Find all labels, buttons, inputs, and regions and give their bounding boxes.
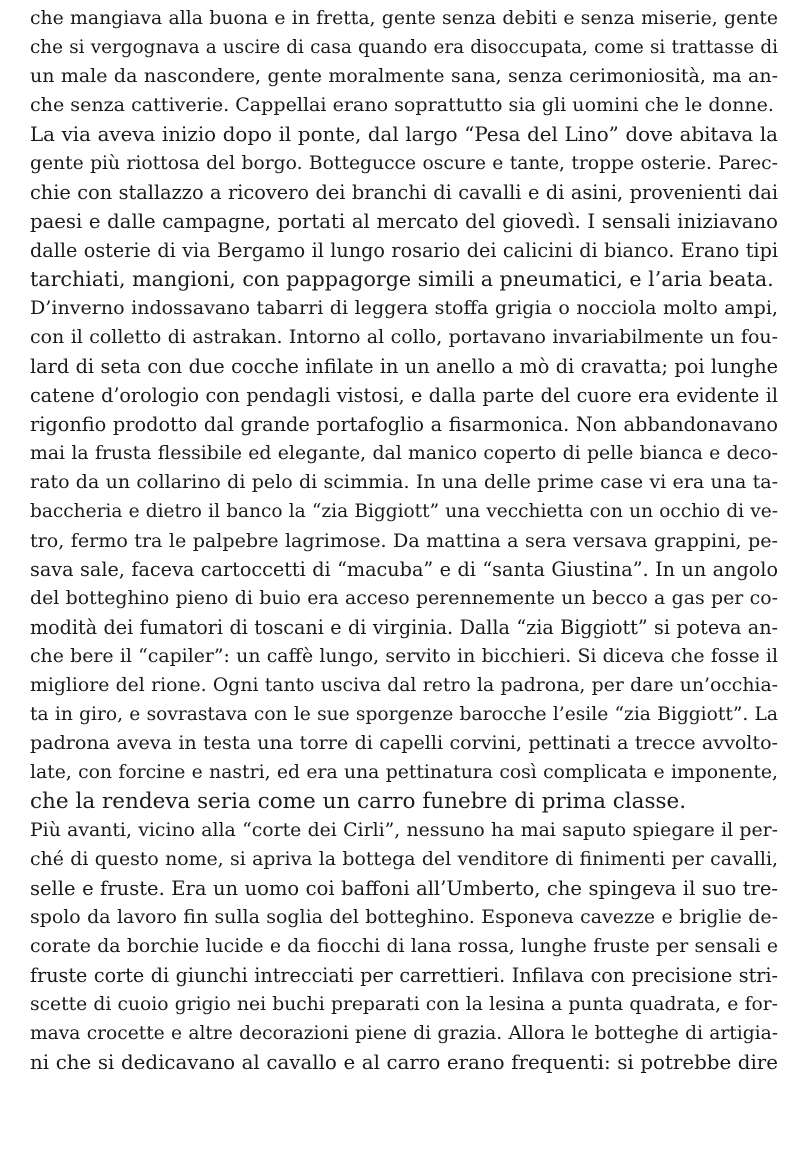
text-line: con il colletto di astrakan. Intorno al collo, portavano invariabilmente un fou- [30, 326, 778, 348]
text-line: tarchiati, mangioni, con pappagorge simili a pneumatici, e l’aria beata. [30, 267, 774, 291]
text-line: mava crocette e altre decorazioni piene di grazia. Allora le botteghe di artigia- [30, 1023, 778, 1044]
text-line: ni che si dedicavano al cavallo e al carro erano frequenti: si potrebbe dire [30, 1051, 778, 1074]
text-line: rigonfio prodotto dal grande portafoglio a fisarmonica. Non abbandonavano [30, 413, 778, 436]
text-line: che mangiava alla buona e in fretta, gente senza debiti e senza miserie, gente [30, 8, 778, 29]
text-line: che bere il “capiler”: un caffè lungo, servito in bicchieri. Si diceva che fosse il [30, 645, 778, 667]
text-line: modità dei fumatori di toscani e di virginia. Dalla “zia Biggiott” si poteva an- [30, 616, 778, 639]
text-line: scette di cuoio grigio nei buchi preparati con la lesina a punta quadrata, e for- [30, 994, 778, 1015]
text-line: migliore del rione. Ogni tanto usciva dal retro la padrona, per dare un’occhia- [30, 675, 778, 696]
text-line: gente più riottosa del borgo. Botteguccе oscure e tante, troppe osterie. Parec- [30, 153, 778, 174]
text-line: rato da un collarino di pelo di scimmia. In una delle prime case vi era una ta- [30, 471, 778, 493]
text-line: che senza cattiverie. Cappellai erano soprattutto sia gli uomini che le donne. [30, 94, 774, 116]
text-line: mai la frusta flessibile ed elegante, dal manico coperto di pelle bianca e deco- [30, 443, 778, 464]
text-line: sava sale, faceva cartoccetti di “macuba” e di “santa Giustina”. In un angolo [30, 558, 778, 581]
text-line: chie con stallazzo a ricovero dei branchi di cavalli e di asini, provenienti dai [30, 181, 778, 204]
text-line: catene d’orologio con pendagli vistosi, e dalla parte del cuore era evidente il [30, 384, 778, 407]
text-line: ché di questo nome, si apriva la bottega del venditore di finimenti per cavalli, [30, 848, 778, 870]
text-line: Più avanti, vicino alla “corte dei Cirli”, nessuno ha mai saputo spiegare il per- [30, 820, 778, 841]
text-line: corate da borchie lucide e da fiocchi di lana rossa, lunghe fruste per sensali e [30, 935, 778, 957]
text-line: ta in giro, e sovrastava con le sue sporgenze barocche l’esile “zia Biggiott”. La [30, 704, 778, 725]
text-line: D’inverno indossavano tabarri di leggera stoffa grigia o nocciola molto ampi, [30, 297, 778, 319]
text-line: dalle osterie di via Bergamo il lungo rosario dei calicini di bianco. Erano tipi [30, 239, 778, 262]
text-line: che si vergognava a uscire di casa quando era disoccupata, come si trattasse di [30, 37, 778, 58]
text-line: tro, fermo tra le palpebre lagrimose. Da mattina a sera versava grappini, pe- [30, 529, 778, 552]
text-line: paesi e dalle campagne, portati al mercato del giovedì. I sensali iniziavano [30, 210, 778, 233]
body-text [30, 4, 778, 1077]
text-line: del botteghino pieno di buio era acceso perennemente un becco a gas per co- [30, 587, 778, 609]
text-line: fruste corte di giunchi intrecciati per carrettieri. Infilava con precisione stri- [30, 964, 778, 987]
text-line: La via aveva inizio dopo il ponte, dal largo “Pesa del Lino” dove abitava la [30, 123, 778, 146]
text-line: baccheria e dietro il banco la “zia Biggiott” una vecchietta con un occhio di ve- [30, 501, 778, 522]
text-line: late, con forcine e nastri, ed era una pettinatura così complicata e imponente, [30, 762, 778, 783]
text-line: spolo da lavoro fin sulla soglia del botteghino. Esponeva cavezze e briglie de- [30, 906, 778, 928]
text-line: che la rendeva seria come un carro funebre di prima classe. [30, 789, 687, 814]
text-line: un male da nascondere, gente moralmente sana, senza cerimoniosità, ma an- [30, 65, 778, 87]
text-line: lard di seta con due cocche infilate in un anello a mò di cravatta; poi lunghe [30, 355, 778, 378]
text-line: selle e fruste. Era un uomo coi baffoni all’Umberto, che spingeva il suo tre- [30, 877, 778, 900]
text-line: padrona aveva in testa una torre di capelli corvini, pettinati a trecce avvolto- [30, 732, 778, 754]
